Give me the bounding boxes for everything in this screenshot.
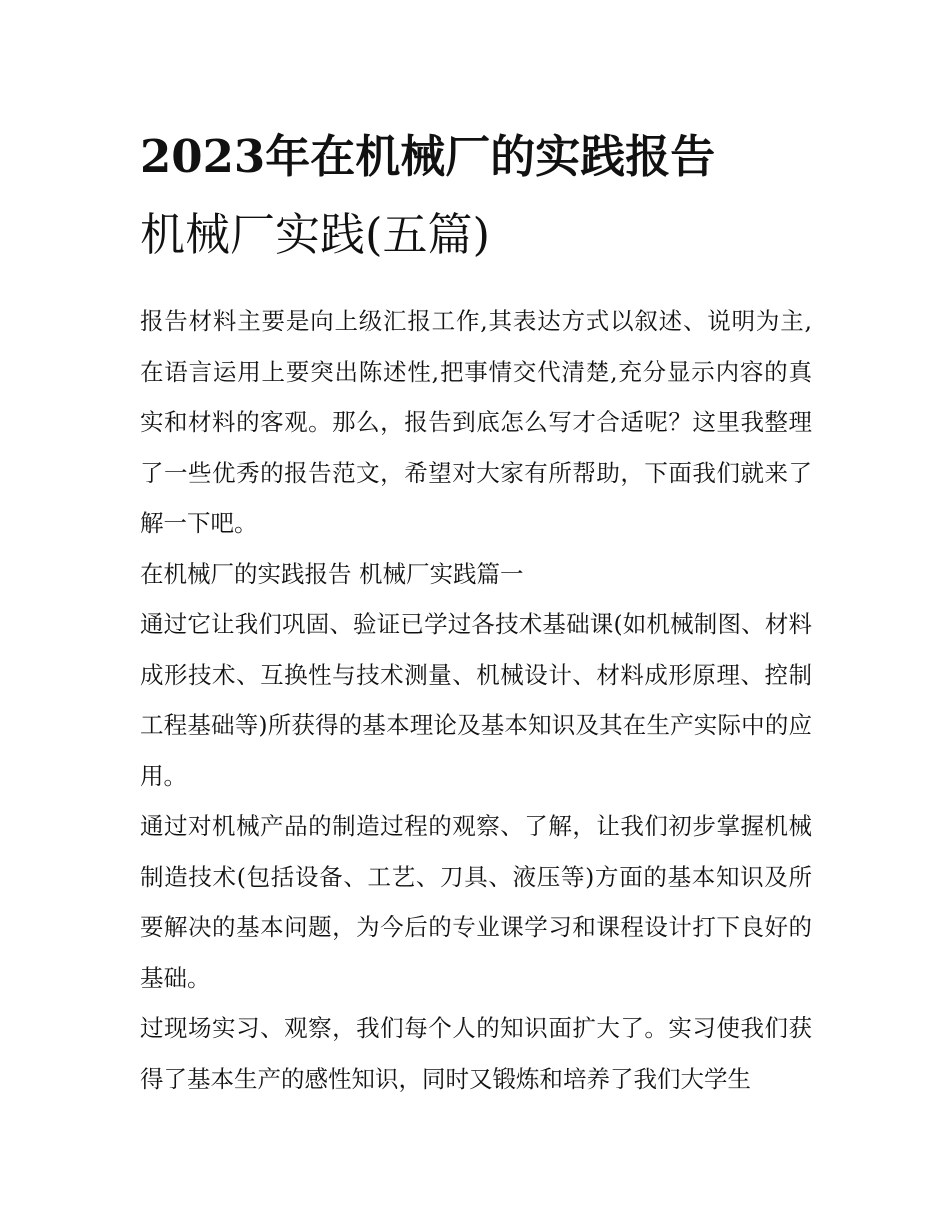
document-title — [140, 118, 812, 274]
document-content — [140, 118, 812, 1104]
title-line-1: 2023年在机械厂的实践报告 — [140, 130, 716, 183]
body-paragraph: 通过它让我们巩固、验证已学过各技术基础课(如机械制图、材料成形技术、互换性与技术测量、机械设计、材料成形原理、控制工程基础等)所获得的基本理论及基本知识及其在生产实际中的应用。 — [140, 610, 812, 790]
section-heading: 在机械厂的实践报告 机械厂实践篇一 — [140, 559, 524, 588]
body-paragraph: 通过对机械产品的制造过程的观察、了解，让我们初步掌握机械制造技术(包括设备、工艺、刀具、液压等)方面的基本知识及所要解决的基本问题，为今后的专业课学习和课程设计打下良好的基础。 — [140, 812, 812, 992]
body-paragraph: 过现场实习、观察，我们每个人的知识面扩大了。实习使我们获得了基本生产的感性知识，同时又锻炼和培养了我们大学生 — [140, 1014, 812, 1093]
document-body — [140, 296, 812, 1104]
title-line-2: 机械厂实践(五篇) — [140, 208, 491, 261]
intro-paragraph: 报告材料主要是向上级汇报工作,其表达方式以叙述、说明为主,在语言运用上要突出陈述性,把事情交代清楚,充分显示内容的真实和材料的客观。那么，报告到底怎么写才合适呢？这里我整理了一些优秀的报告范文，希望对大家有所帮助，下面我们就来了解一下吧。 — [140, 307, 812, 537]
